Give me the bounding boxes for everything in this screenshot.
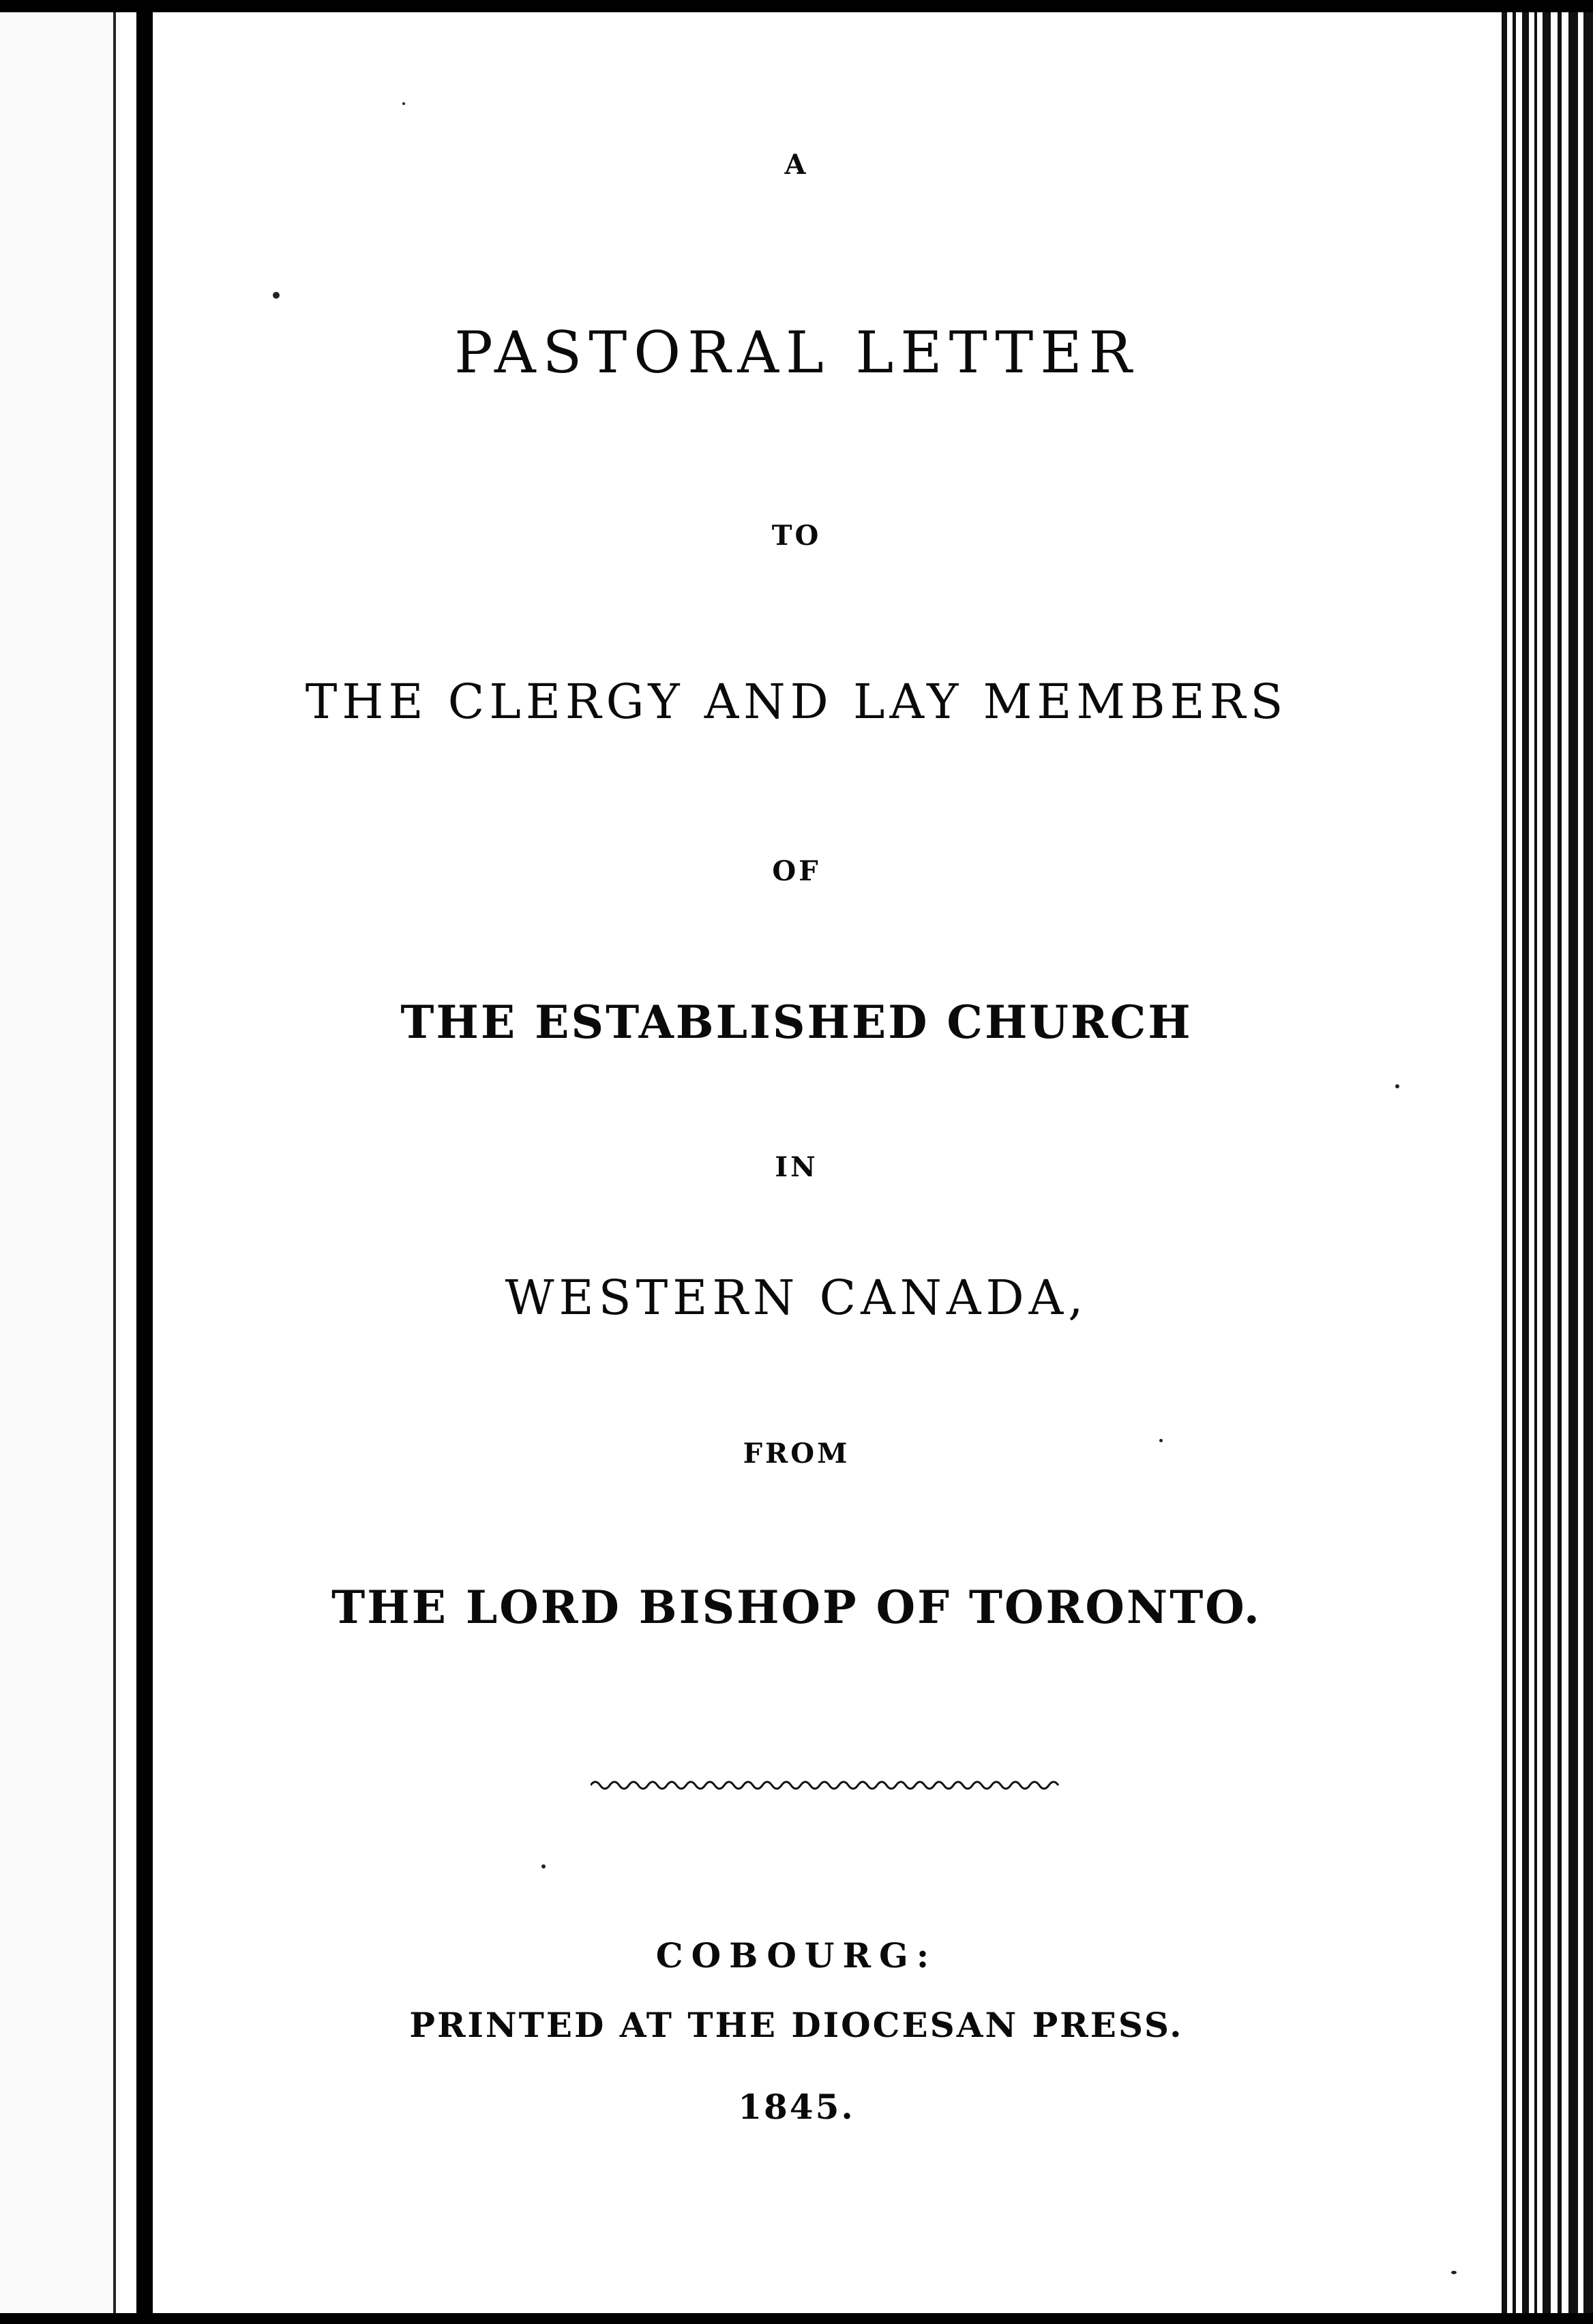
church-line: THE ESTABLISHED CHURCH: [400, 996, 1193, 1049]
scan-top-border: [0, 0, 1593, 12]
scan-speck: [1451, 2271, 1457, 2274]
region-line: WESTERN CANADA,: [505, 1270, 1088, 1326]
scan-bottom-border: [0, 2313, 1593, 2324]
connector-to: TO: [771, 520, 822, 552]
imprint-year: 1845.: [738, 2087, 855, 2127]
connector-from: FROM: [743, 1437, 850, 1470]
scan-speck: [402, 102, 405, 105]
main-title: PASTORAL LETTER: [454, 319, 1139, 386]
title-article: A: [784, 149, 809, 181]
connector-in: IN: [775, 1151, 818, 1183]
addressees-line: THE CLERGY AND LAY MEMBERS: [305, 674, 1288, 730]
imprint-printer: PRINTED AT THE DIOCESAN PRESS.: [409, 2005, 1184, 2045]
imprint-place: COBOURG:: [655, 1935, 938, 1976]
scan-speck: [1395, 1084, 1399, 1088]
scan-speck: [541, 1864, 546, 1868]
wavy-rule-ornament: [591, 1773, 1061, 1793]
scan-speck: [1159, 1439, 1163, 1442]
connector-of: OF: [772, 855, 821, 887]
author-line: THE LORD BISHOP OF TORONTO.: [331, 1581, 1262, 1634]
scan-speck: [273, 292, 280, 299]
